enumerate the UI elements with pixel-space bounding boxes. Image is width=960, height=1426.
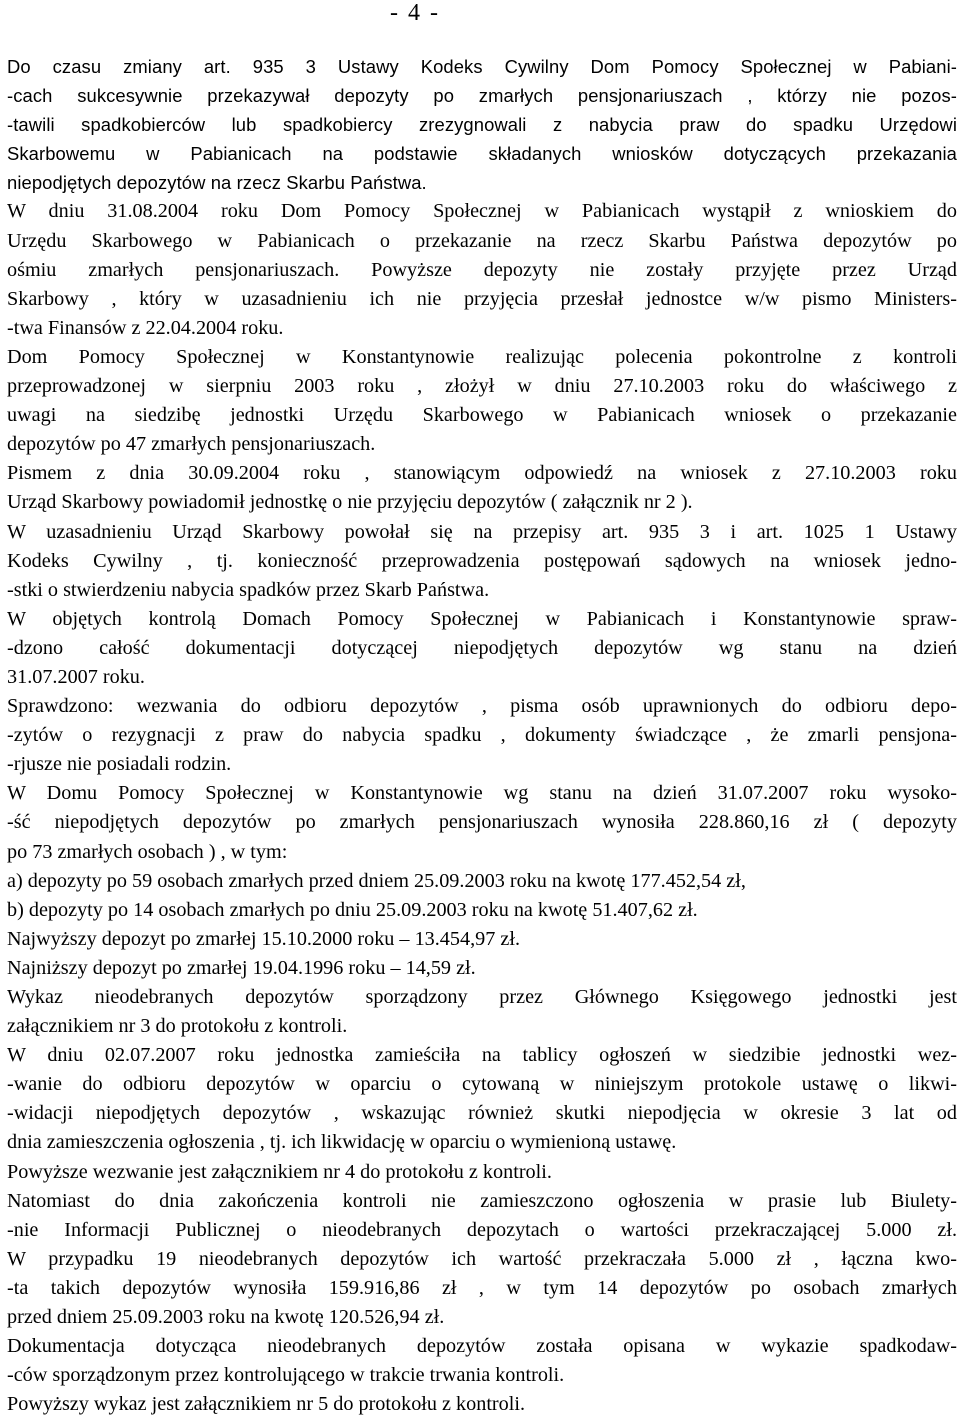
text-line: załącznikiem nr 3 do protokołu z kontroli. bbox=[7, 1015, 348, 1038]
text-line: Dokumentacja dotycząca nieodebranych depozytów została opisana w wykazie spadkodaw- bbox=[7, 1335, 957, 1358]
text-line: Wykaz nieodebranych depozytów sporządzony przez Głównego Księgowego jednostki jest bbox=[7, 986, 957, 1008]
text-line: niepodjętych depozytów na rzecz Skarbu Państwa. bbox=[7, 172, 427, 194]
page-number: - 4 - bbox=[390, 0, 440, 26]
text-line: ośmiu zmarłych pensjonariuszach. Powyższe depozyty nie zostały przyjęte przez Urząd bbox=[7, 258, 957, 281]
text-line: W uzasadnieniu Urząd Skarbowy powołał się na przepisy art. 935 3 i art. 1025 1 Ustawy bbox=[7, 520, 957, 543]
text-line: Sprawdzono: wezwania do odbioru depozytów , pisma osób uprawnionych do odbioru depo- bbox=[7, 695, 957, 718]
text-line: Natomiast do dnia zakończenia kontroli nie zamieszczono ogłoszenia w prasie lub Biulety- bbox=[7, 1189, 957, 1212]
text-line: W Domu Pomocy Społecznej w Konstantynowie wg stanu na dzień 31.07.2007 roku wysoko- bbox=[7, 782, 957, 805]
text-line: Powyższe wezwanie jest załącznikiem nr 4 do protokołu z kontroli. bbox=[7, 1160, 552, 1183]
text-line: po 73 zmarłych osobach ) , w tym: bbox=[7, 840, 288, 863]
text-line: -stki o stwierdzeniu nabycia spadków przez Skarb Państwa. bbox=[7, 578, 490, 601]
text-line: -widacji niepodjętych depozytów , wskazując również skutki niepodjęcia w okresie 3 lat od bbox=[7, 1102, 957, 1125]
text-line: -cach sukcesywnie przekazywał depozyty po zmarłych pensjonariuszach , którzy nie pozos- bbox=[7, 85, 957, 107]
text-line: Pismem z dnia 30.09.2004 roku , stanowiącym odpowiedź na wniosek z 27.10.2003 roku bbox=[7, 462, 957, 485]
text-line: Skarbowy , który w uzasadnieniu ich nie przyjęcia przesłał jednostce w/w pismo Ministers- bbox=[7, 287, 957, 310]
text-line: przed dniem 25.09.2003 roku na kwotę 120.526,94 zł. bbox=[7, 1306, 445, 1329]
text-line: Skarbowemu w Pabianicach na podstawie składanych wniosków dotyczących przekazania bbox=[7, 143, 957, 165]
text-line: Urząd Skarbowy powiadomił jednostkę o nie przyjęciu depozytów ( załącznik nr 2 ). bbox=[7, 491, 693, 514]
text-line: -ta takich depozytów wynosiła 159.916,86 zł , w tym 14 depozytów po osobach zmarłych bbox=[7, 1276, 957, 1299]
text-line: -tawili spadkobierców lub spadkobiercy zrezygnowali z nabycia praw do spadku Urzędowi bbox=[7, 114, 957, 136]
text-line: -zytów o rezygnacji z praw do nabycia spadku , dokumenty świadczące , że zmarli pensjona- bbox=[7, 724, 957, 747]
text-line: -rjusze nie posiadali rodzin. bbox=[7, 753, 232, 776]
text-line: przeprowadzonej w sierpniu 2003 roku , złożył w dniu 27.10.2003 roku do właściwego z bbox=[7, 375, 957, 398]
text-line: depozytów po 47 zmarłych pensjonariuszach. bbox=[7, 433, 376, 456]
text-line: Urzędu Skarbowego w Pabianicach o przekazanie na rzecz Skarbu Państwa depozytów po bbox=[7, 229, 957, 252]
text-line: -wanie do odbioru depozytów w oparciu o cytowaną w niniejszym protokole ustawę o likwi- bbox=[7, 1073, 957, 1096]
text-line: Kodeks Cywilny , tj. konieczność przeprowadzenia postępowań sądowych na wniosek jedno- bbox=[7, 549, 957, 572]
text-line: -ców sporządzonym przez kontrolującego w trakcie trwania kontroli. bbox=[7, 1364, 565, 1387]
text-line: Powyższy wykaz jest załącznikiem nr 5 do protokołu z kontroli. bbox=[7, 1393, 526, 1416]
text-line: 31.07.2007 roku. bbox=[7, 665, 145, 688]
text-line: Do czasu zmiany art. 935 3 Ustawy Kodeks Cywilny Dom Pomocy Społecznej w Pabiani- bbox=[7, 56, 957, 77]
text-line: b) depozyty po 14 osobach zmarłych po dniu 25.09.2003 roku na kwotę 51.407,62 zł. bbox=[7, 898, 698, 921]
text-line: -twa Finansów z 22.04.2004 roku. bbox=[7, 316, 284, 339]
text-line: a) depozyty po 59 osobach zmarłych przed dniem 25.09.2003 roku na kwotę 177.452,54 zł, bbox=[7, 869, 746, 892]
text-line: W objętych kontrolą Domach Pomocy Społecznej w Pabianicach i Konstantynowie spraw- bbox=[7, 607, 957, 630]
text-line: W dniu 31.08.2004 roku Dom Pomocy Społecznej w Pabianicach wystąpił z wnioskiem do bbox=[7, 200, 957, 223]
document-body bbox=[7, 52, 957, 1419]
text-line: Najniższy depozyt po zmarłej 19.04.1996 roku – 14,59 zł. bbox=[7, 956, 476, 979]
text-line: Dom Pomocy Społecznej w Konstantynowie realizując polecenia pokontrolne z kontroli bbox=[7, 345, 957, 368]
text-line: -ść niepodjętych depozytów po zmarłych pensjonariuszach wynosiła 228.860,16 zł ( depozyty bbox=[7, 811, 957, 834]
text-line: Najwyższy depozyt po zmarłej 15.10.2000 roku – 13.454,97 zł. bbox=[7, 927, 520, 950]
text-line: uwagi na siedzibę jednostki Urzędu Skarbowego w Pabianicach wniosek o przekazanie bbox=[7, 404, 957, 427]
text-line: -nie Informacji Publicznej o nieodebranych depozytach o wartości przekraczającej 5.000 zł. bbox=[7, 1218, 957, 1241]
text-line: W dniu 02.07.2007 roku jednostka zamieściła na tablicy ogłoszeń w siedzibie jednostki wez- bbox=[7, 1044, 957, 1067]
text-line: W przypadku 19 nieodebranych depozytów ich wartość przekraczała 5.000 zł , łączna kwo- bbox=[7, 1247, 957, 1270]
text-line: -dzono całość dokumentacji dotyczącej niepodjętych depozytów wg stanu na dzień bbox=[7, 636, 957, 659]
text-line: dnia zamieszczenia ogłoszenia , tj. ich likwidację w oparciu o wymienioną ustawę. bbox=[7, 1131, 677, 1154]
